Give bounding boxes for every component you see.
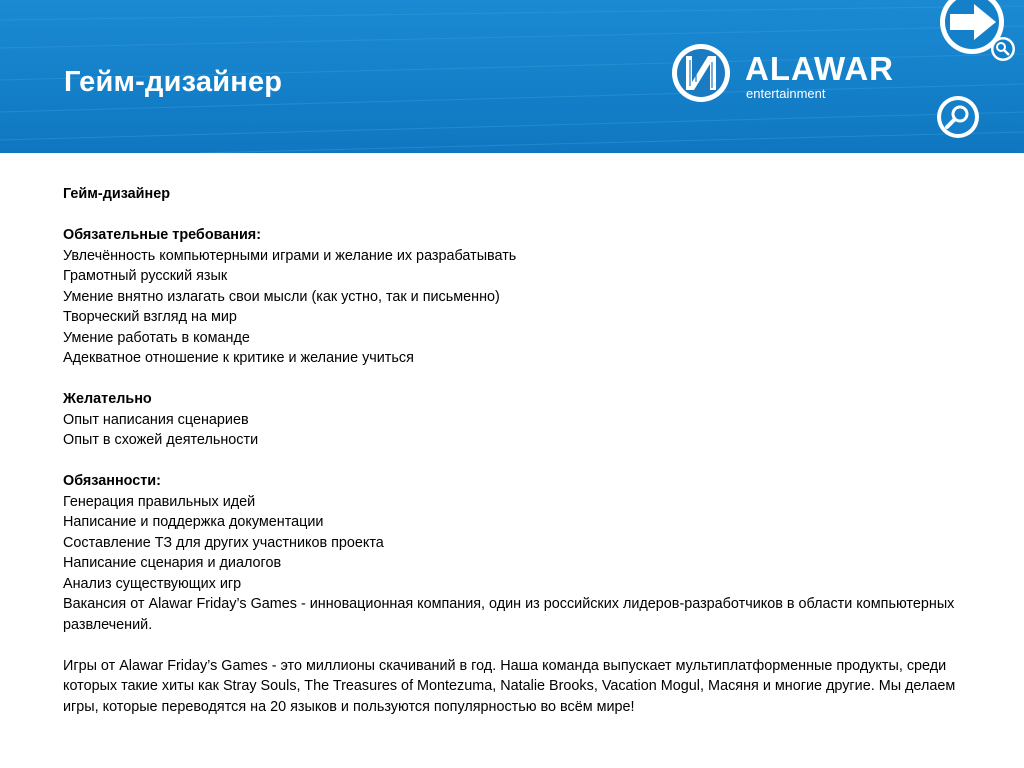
alawar-logo bbox=[670, 42, 930, 104]
header-banner bbox=[0, 0, 1024, 153]
vacancy-heading: Гейм-дизайнер bbox=[63, 186, 170, 202]
alawar-emblem-icon bbox=[670, 42, 732, 104]
desirable-label: Желательно bbox=[63, 391, 152, 407]
list-item: Умение работать в команде bbox=[63, 329, 250, 346]
page-title: Гейм-дизайнер bbox=[64, 66, 283, 98]
vacancy-paragraph: Вакансия от Alawar Friday’s Games - инновационная компания, один из российских лидеров-разработчиков в области компьютерных развлечений. bbox=[63, 596, 955, 633]
list-item: Составление ТЗ для других участников проекта bbox=[63, 534, 384, 551]
list-item: Грамотный русский язык bbox=[63, 268, 228, 284]
list-item: Написание и поддержка документации bbox=[63, 514, 324, 530]
list-item: Опыт в схожей деятельности bbox=[63, 432, 259, 448]
search-icon[interactable] bbox=[936, 94, 984, 140]
list-item: Опыт написания сценариев bbox=[63, 411, 249, 428]
list-item: Генерация правильных идей bbox=[63, 493, 256, 510]
list-item: Творческий взгляд на мир bbox=[63, 309, 237, 325]
list-item: Умение внятно излагать свои мысли (как устно, так и письменно) bbox=[63, 288, 500, 305]
list-item: Адекватное отношение к критике и желание учиться bbox=[63, 350, 414, 366]
list-item: Увлечённость компьютерными играми и желание их разрабатывать bbox=[63, 247, 517, 264]
logo-wordmark: ALAWAR bbox=[745, 50, 894, 87]
logo-subtext: entertainment bbox=[746, 86, 826, 101]
games-paragraph: Игры от Alawar Friday’s Games - это миллионы скачиваний в год. Наша команда выпускает мультиплатформенные продукты, среди которых такие хиты как Stray Souls, The Treasures of Montezuma, Natalie Brooks, Vacation Mogul, Масяня и многие другие. Мы делаем игры, которые переводятся на 20 языков и пользуются популярностью во всём мире! bbox=[63, 657, 956, 715]
list-item: Написание сценария и диалогов bbox=[63, 555, 282, 571]
vacancy-text bbox=[63, 184, 963, 717]
magnifier-icon[interactable] bbox=[990, 36, 1016, 62]
requirements-label: Обязательные требования: bbox=[63, 227, 261, 243]
duties-label: Обязанности: bbox=[63, 473, 161, 489]
list-item: Анализ существующих игр bbox=[63, 575, 242, 592]
